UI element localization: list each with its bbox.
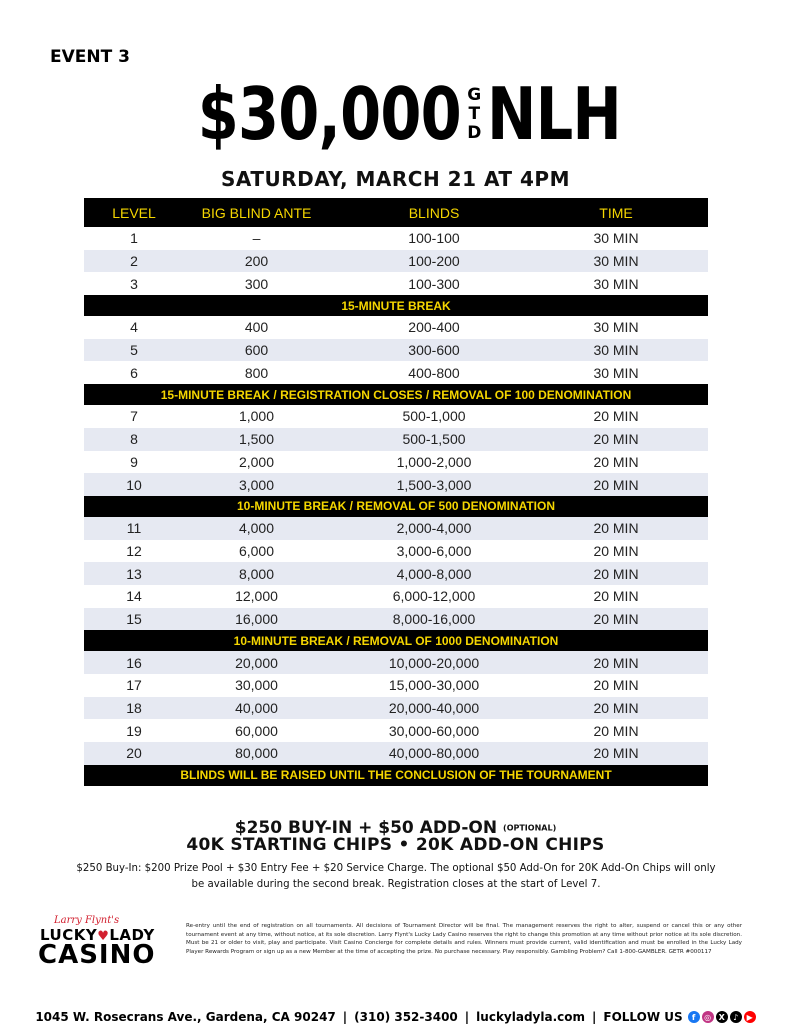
blinds-cell: 500-1,500	[402, 431, 466, 448]
level-cell: 2	[130, 253, 138, 270]
blinds-cell: 10,000-20,000	[388, 654, 480, 671]
separator: |	[464, 1010, 470, 1024]
level-cell: 18	[126, 700, 142, 717]
ante-cell: 1,500	[238, 431, 275, 448]
gtd-letter: G	[467, 84, 482, 105]
table-header	[84, 198, 708, 227]
time-cell: 20 MIN	[593, 520, 639, 537]
time-cell: 20 MIN	[593, 722, 639, 739]
ante-cell: 6,000	[238, 542, 275, 559]
gtd-label	[467, 86, 481, 143]
blinds-cell: 100-100	[408, 230, 460, 247]
ante-cell: 800	[244, 364, 269, 381]
ante-cell: –	[252, 230, 261, 247]
time-cell: 20 MIN	[593, 588, 639, 605]
break-row: 15-MINUTE BREAK	[84, 295, 708, 316]
time-cell: 20 MIN	[593, 476, 639, 493]
time-cell: 20 MIN	[593, 745, 639, 762]
level-row	[84, 719, 708, 742]
level-row	[84, 540, 708, 563]
time-cell: 20 MIN	[593, 700, 639, 717]
structure-table	[84, 198, 708, 786]
gtd-letter: D	[467, 122, 482, 143]
time-cell: 30 MIN	[593, 230, 639, 247]
ante-cell: 4,000	[238, 520, 275, 537]
level-row	[84, 697, 708, 720]
ante-cell: 200	[244, 253, 269, 270]
time-cell: 20 MIN	[593, 453, 639, 470]
separator: |	[342, 1010, 348, 1024]
level-row	[84, 361, 708, 384]
level-row	[84, 473, 708, 496]
ante-cell: 400	[244, 319, 269, 336]
blinds-cell: 1,000-2,000	[396, 453, 472, 470]
blinds-cell: 40,000-80,000	[388, 745, 480, 762]
blinds-cell: 300-600	[408, 342, 460, 359]
address: 1045 W. Rosecrans Ave., Gardena, CA 90247	[35, 1010, 336, 1024]
blinds-cell: 3,000-6,000	[396, 542, 472, 559]
level-cell: 9	[130, 453, 138, 470]
level-row	[84, 316, 708, 339]
time-cell: 30 MIN	[593, 275, 639, 292]
blinds-cell: 1,500-3,000	[396, 476, 472, 493]
x-icon[interactable]: X	[716, 1011, 728, 1023]
ante-cell: 16,000	[235, 610, 278, 627]
headline	[0, 70, 791, 158]
time-cell: 30 MIN	[593, 364, 639, 381]
blinds-cell: 6,000-12,000	[392, 588, 476, 605]
level-row	[84, 227, 708, 250]
time-cell: 20 MIN	[593, 610, 639, 627]
logo-script: Larry Flynt's	[54, 915, 120, 926]
table-body	[84, 227, 708, 786]
level-cell: 11	[126, 520, 142, 537]
separator: |	[592, 1010, 597, 1024]
ante-cell: 30,000	[235, 677, 278, 694]
time-cell: 30 MIN	[593, 319, 639, 336]
break-row: 10-MINUTE BREAK / REMOVAL OF 500 DENOMINATION	[84, 496, 708, 517]
tiktok-icon[interactable]: ♪	[730, 1011, 742, 1023]
buyin-terms: $250 Buy-In: $200 Prize Pool + $30 Entry Fee + $20 Service Charge. The optional $50 Add-On for 20K Add-On Chips will only be available during the second break. Registration closes at the start of Level 7.	[76, 863, 716, 890]
level-cell: 8	[130, 431, 138, 448]
level-row	[84, 562, 708, 585]
level-row	[84, 250, 708, 273]
time-cell: 20 MIN	[593, 542, 639, 559]
level-cell: 13	[126, 565, 142, 582]
time-cell: 20 MIN	[593, 677, 639, 694]
phone-number[interactable]: (310) 352-3400	[354, 1010, 458, 1024]
column-header-ante: BIG BLIND ANTE	[201, 204, 312, 221]
blinds-cell: 8,000-16,000	[392, 610, 476, 627]
ante-cell: 2,000	[238, 453, 275, 470]
guarantee-amount: $30,000	[198, 72, 462, 156]
footer	[0, 1006, 791, 1024]
level-cell: 20	[126, 745, 142, 762]
level-cell: 12	[126, 542, 142, 559]
facebook-icon[interactable]: f	[688, 1011, 700, 1023]
game-type: NLH	[487, 72, 622, 156]
logo-casino: CASINO	[38, 940, 156, 970]
logo-lucky: LUCKY	[40, 926, 98, 944]
blinds-cell: 500-1,000	[402, 408, 466, 425]
break-row: 15-MINUTE BREAK / REGISTRATION CLOSES / REMOVAL OF 100 DENOMINATION	[84, 384, 708, 405]
ante-cell: 60,000	[235, 722, 278, 739]
website-link[interactable]: luckyladyla.com	[476, 1010, 585, 1024]
heart-icon: ♥	[97, 929, 110, 944]
blinds-cell: 2,000-4,000	[396, 520, 472, 537]
level-row	[84, 428, 708, 451]
ante-cell: 80,000	[235, 745, 278, 762]
follow-us-label: FOLLOW US	[603, 1010, 683, 1024]
level-row	[84, 451, 708, 474]
gtd-letter: T	[468, 103, 481, 124]
time-cell: 20 MIN	[593, 565, 639, 582]
break-row: BLINDS WILL BE RAISED UNTIL THE CONCLUSION OF THE TOURNAMENT	[84, 765, 708, 786]
level-cell: 5	[130, 342, 138, 359]
level-row	[84, 339, 708, 362]
level-cell: 6	[130, 364, 138, 381]
ante-cell: 1,000	[238, 408, 275, 425]
blinds-cell: 400-800	[408, 364, 460, 381]
chips-line: 40K STARTING CHIPS • 20K ADD-ON CHIPS	[186, 835, 605, 855]
level-cell: 3	[130, 275, 138, 292]
time-cell: 30 MIN	[593, 253, 639, 270]
column-header-blinds: BLINDS	[408, 204, 460, 221]
level-row	[84, 742, 708, 765]
ante-cell: 8,000	[238, 565, 275, 582]
youtube-icon[interactable]: ▶	[744, 1011, 756, 1023]
blinds-cell: 100-200	[408, 253, 460, 270]
event-date: SATURDAY, MARCH 21 AT 4PM	[221, 167, 570, 191]
logo-lady: LADY	[109, 926, 155, 944]
ante-cell: 40,000	[235, 700, 278, 717]
column-header-level: LEVEL	[112, 204, 156, 221]
level-cell: 14	[126, 588, 142, 605]
level-row	[84, 517, 708, 540]
level-row	[84, 405, 708, 428]
instagram-icon[interactable]: ◎	[702, 1011, 714, 1023]
column-header-time: TIME	[599, 204, 633, 221]
level-cell: 19	[126, 722, 142, 739]
event-label: EVENT 3	[50, 47, 130, 67]
time-cell: 20 MIN	[593, 654, 639, 671]
legal-disclaimer: Re-entry until the end of registration on all tournaments. All decisions of Tournament Director will be final. The management reserves the right to alter, suspend or cancel this or any other tournament event at any time, without notice, at its sole discretion. Larry Flynt's Lucky Lady Casino reserves the right to change this promotion at any time without prior notice at its sole discretion. Must be 21 or older to visit, play and participate. Visit Casino Concierge for complete details and rules. Winners must provide current, valid identification and must be enrolled in the Lucky Lady Player Rewards Program or sign up as a new Member at the time of accepting the prize. No purchase necessary. Play responsibly. Gambling Problem? Call 1-800-GAMBLER. GETR #000117	[186, 923, 742, 955]
break-row: 10-MINUTE BREAK / REMOVAL OF 1000 DENOMINATION	[84, 630, 708, 651]
casino-logo	[34, 915, 176, 975]
ante-cell: 3,000	[238, 476, 275, 493]
level-row	[84, 608, 708, 631]
ante-cell: 12,000	[235, 588, 278, 605]
level-row	[84, 651, 708, 674]
level-row	[84, 674, 708, 697]
time-cell: 20 MIN	[593, 431, 639, 448]
level-cell: 10	[126, 476, 142, 493]
ante-cell: 300	[244, 275, 269, 292]
blinds-cell: 4,000-8,000	[396, 565, 472, 582]
blinds-cell: 200-400	[408, 319, 460, 336]
level-cell: 15	[126, 610, 142, 627]
level-cell: 4	[130, 319, 138, 336]
time-cell: 30 MIN	[593, 342, 639, 359]
ante-cell: 600	[244, 342, 269, 359]
blinds-cell: 30,000-60,000	[388, 722, 480, 739]
level-cell: 17	[126, 677, 142, 694]
level-cell: 1	[130, 230, 138, 247]
level-cell: 7	[130, 408, 138, 425]
blinds-cell: 100-300	[408, 275, 460, 292]
social-icons	[688, 1011, 756, 1023]
optional-note: (OPTIONAL)	[503, 823, 557, 833]
ante-cell: 20,000	[235, 654, 278, 671]
time-cell: 20 MIN	[593, 408, 639, 425]
blinds-cell: 15,000-30,000	[388, 677, 480, 694]
blinds-cell: 20,000-40,000	[388, 700, 480, 717]
level-row	[84, 272, 708, 295]
level-cell: 16	[126, 654, 142, 671]
buyin-text: $250 BUY-IN + $50 ADD-ON	[234, 818, 498, 838]
level-row	[84, 585, 708, 608]
